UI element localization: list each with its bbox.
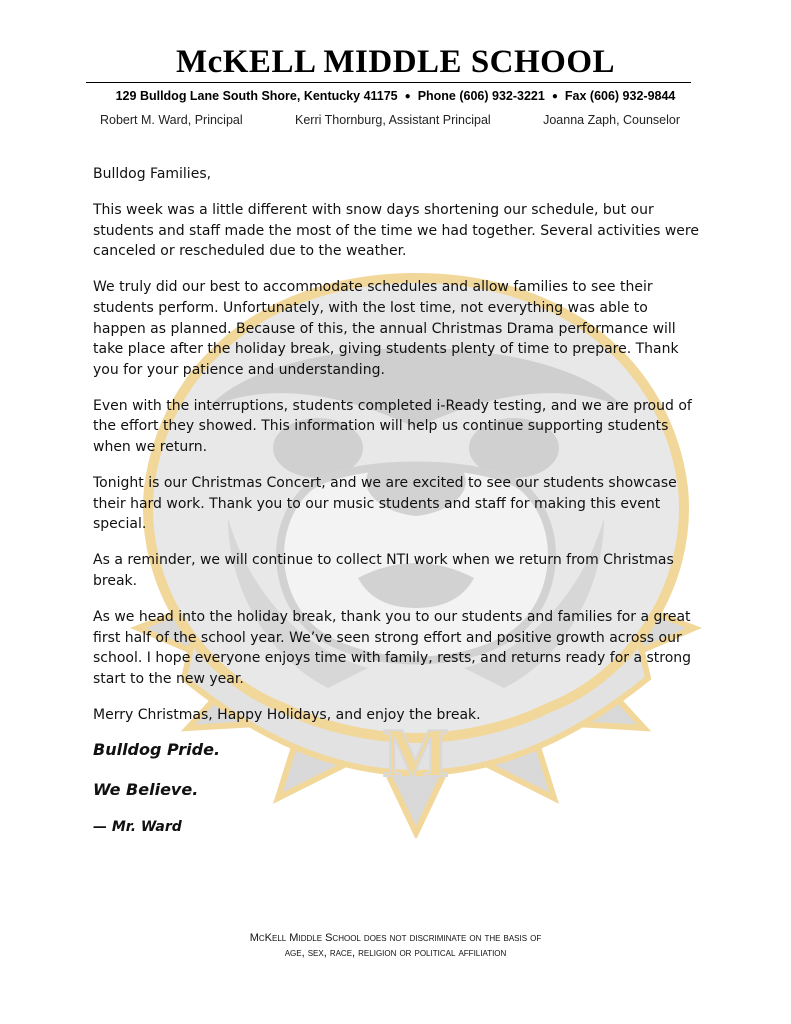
letter-paragraph: This week was a little different with snow days shortening our schedule, but our students and staff made the most of the time we had together. Several activities were canceled or rescheduled due to the weather. xyxy=(93,202,699,260)
letter-paragraph: We truly did our best to accommodate schedules and allow families to see their students perform. Unfortunately, with the lost time, not everything was able to happen as planned. Because of this, the annual Christmas Drama performance will take place after the holiday break, giving students plenty of time to prepare. Thank you for your patience and understanding. xyxy=(93,279,679,378)
letter-paragraph: Merry Christmas, Happy Holidays, and enjoy the break. xyxy=(93,706,481,723)
staff-counselor: Joanna Zaph, Counselor xyxy=(543,113,680,127)
school-phone: Phone (606) 932-3221 xyxy=(417,89,545,103)
footer-line-1: McKell Middle School does not discriminate on the basis of xyxy=(249,932,542,944)
footer-line-2: age, sex, race, religion or political affiliation xyxy=(284,947,507,959)
staff-assistant-principal: Kerri Thornburg, Assistant Principal xyxy=(295,113,491,127)
staff-principal: Robert M. Ward, Principal xyxy=(100,113,243,127)
closing-bulldog-pride: Bulldog Pride. xyxy=(93,740,221,759)
nondiscrimination-footer xyxy=(0,931,791,961)
letter-body xyxy=(93,164,705,741)
school-name: McKELL MIDDLE SCHOOL xyxy=(175,44,616,80)
letter-paragraph: Even with the interruptions, students completed i-Ready testing, and we are proud of the effort they showed. This information will help us continue supporting students when we return. xyxy=(93,397,692,456)
school-address: 129 Bulldog Lane South Shore, Kentucky 41175 xyxy=(115,89,398,103)
header-divider xyxy=(86,82,691,83)
letter-greeting: Bulldog Families, xyxy=(93,166,212,182)
school-fax: Fax (606) 932-9844 xyxy=(564,89,676,103)
watermark-letter: M xyxy=(382,715,450,792)
closing-we-believe: We Believe. xyxy=(93,780,199,799)
letter-paragraph: As we head into the holiday break, thank you to our students and families for a great first half of the school year. We’ve seen strong effort and positive growth across our school. I hope everyone enjoys time with family, rests, and returns ready for a strong start to the new year. xyxy=(93,609,692,687)
contact-line xyxy=(0,89,791,103)
letter-paragraph: As a reminder, we will continue to collect NTI work when we return from Christmas break. xyxy=(93,552,674,589)
bullet-separator: ● xyxy=(551,91,558,102)
signature: — Mr. Ward xyxy=(93,819,182,835)
staff-list xyxy=(100,113,680,127)
bullet-separator: ● xyxy=(404,91,411,102)
letter-paragraph: Tonight is our Christmas Concert, and we are excited to see our students showcase their hard work. Thank you to our music students and staff for making this event special. xyxy=(93,475,677,533)
